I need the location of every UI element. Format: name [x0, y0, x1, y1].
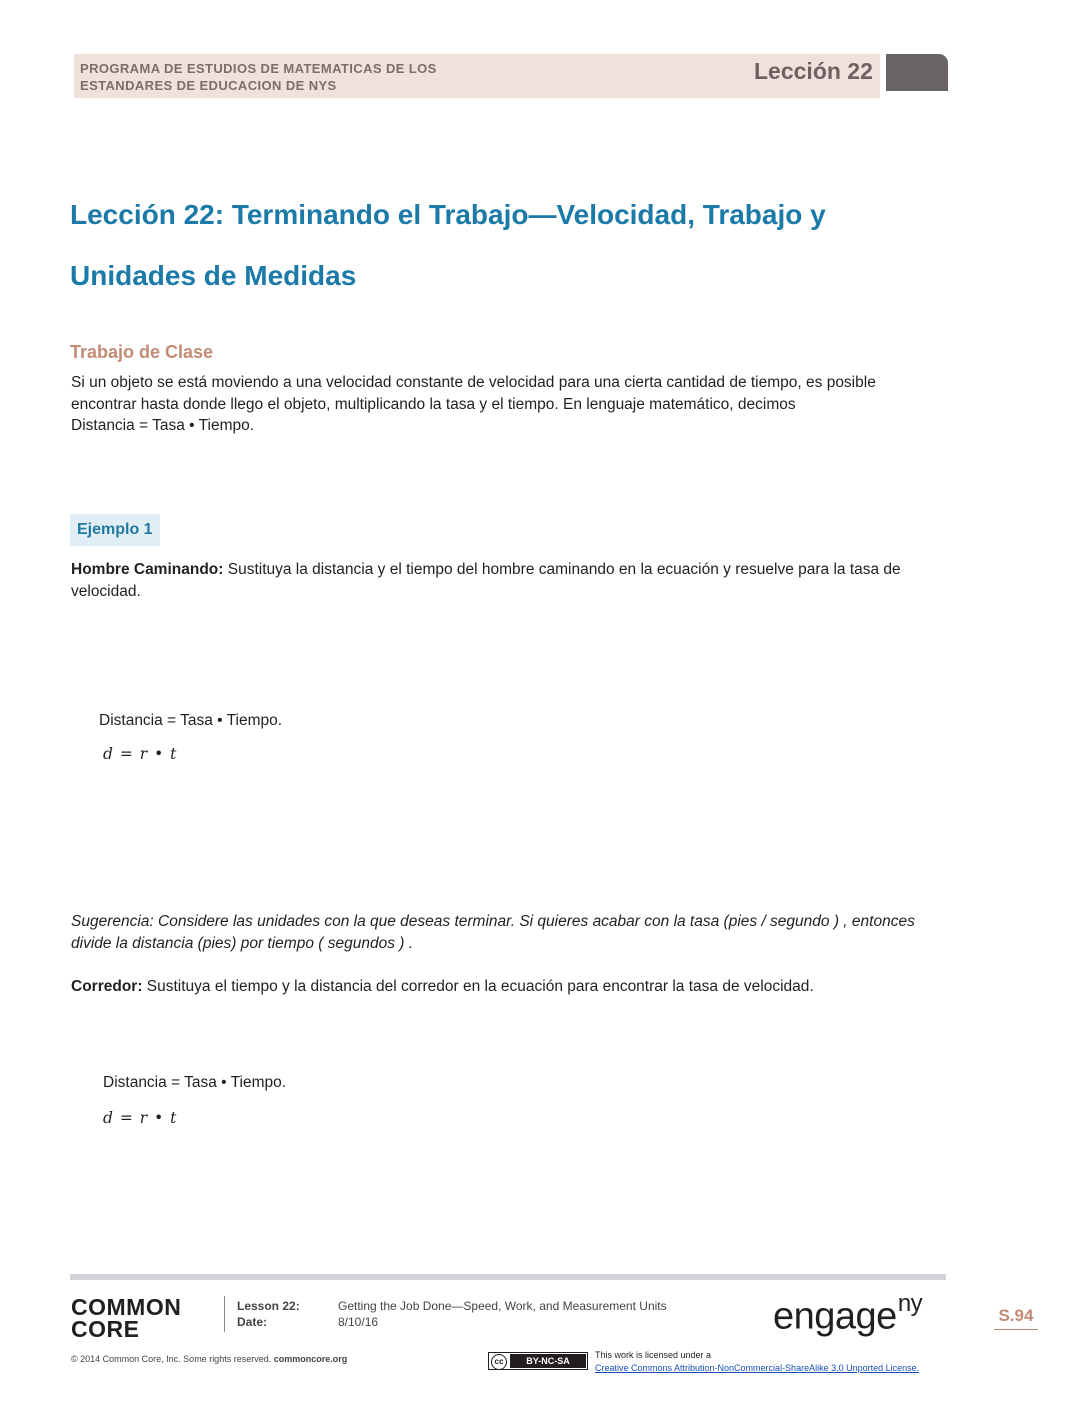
runner-prompt: [71, 976, 951, 998]
walker-prompt: [71, 559, 951, 602]
copyright-text: © 2014 Common Core, Inc. Some rights reserved.: [71, 1354, 272, 1364]
formula-2-math: d = r • t: [103, 1109, 178, 1127]
footer-separator: [224, 1296, 225, 1332]
footer-rule: [70, 1274, 946, 1280]
example-label: Ejemplo 1: [70, 514, 160, 546]
intro-line3: Distancia = Tasa • Tiempo.: [71, 417, 255, 434]
hint-line1: Sugerencia: Considere las unidades con la que deseas terminar. Si quieres acabar con la tasa (pies / segundo ) , entonces: [71, 913, 915, 930]
program-title-line2: ESTANDARES DE EDUCACION DE NYS: [80, 78, 337, 93]
cc-license-badge: [488, 1352, 588, 1370]
page-title-line1: Lección 22: Terminando el Trabajo—Velocidad, Trabajo y: [70, 199, 826, 230]
lesson-label: Lesson 22:: [237, 1299, 300, 1313]
cc-icon: cc: [491, 1354, 507, 1370]
page-title: [70, 184, 930, 306]
program-title: [80, 60, 437, 94]
common-core-logo: [71, 1296, 181, 1340]
copyright-site: commoncore.org: [273, 1354, 348, 1364]
formula-2-text: Distancia = Tasa • Tiempo.: [103, 1074, 287, 1091]
license-line1: This work is licensed under a: [595, 1350, 712, 1360]
logo-line2: CORE: [71, 1316, 140, 1342]
runner-label: Corredor:: [71, 978, 143, 995]
page-number: S.94: [994, 1306, 1038, 1330]
hint-line2: divide la distancia (pies) por tiempo ( segundos ) .: [71, 934, 414, 952]
lesson-value: Getting the Job Done—Speed, Work, and Measurement Units: [338, 1299, 667, 1313]
intro-paragraph: [71, 372, 951, 437]
brand-text: engage: [773, 1295, 897, 1338]
section-heading: Trabajo de Clase: [70, 342, 214, 362]
walker-text2: velocidad.: [71, 582, 141, 600]
copyright: [71, 1354, 347, 1364]
intro-line1: Si un objeto se está moviendo a una velocidad constante de velocidad para una cierta cantidad de tiempo, es posible: [71, 374, 876, 391]
license-text: [595, 1349, 919, 1375]
walker-label: Hombre Caminando:: [71, 561, 224, 578]
footer-values: [338, 1298, 667, 1330]
header-lesson: Lección 22: [754, 58, 873, 84]
brand-sup: ny: [897, 1290, 923, 1317]
license-link[interactable]: Creative Commons Attribution-NonCommercial-ShareAlike 3.0 Unported License.: [595, 1363, 920, 1373]
logo-line1: COMMON: [71, 1294, 182, 1320]
walker-text: Sustituya la distancia y el tiempo del hombre caminando en la ecuación y resuelve para la tasa de: [223, 561, 901, 578]
engageny-logo: [773, 1290, 923, 1339]
intro-line2: encontrar hasta donde llego el objeto, multiplicando la tasa y el tiempo. En lenguaje matemático, decimos: [71, 395, 796, 413]
date-value: 8/10/16: [338, 1315, 379, 1329]
cc-badge-text: BY-NC-SA: [510, 1354, 586, 1368]
formula-1-math: d = r • t: [103, 745, 178, 763]
footer-labels: [237, 1298, 300, 1330]
runner-text: Sustituya el tiempo y la distancia del corredor en la ecuación para encontrar la tasa de velocidad.: [142, 978, 814, 995]
page-title-line2: Unidades de Medidas: [70, 260, 357, 291]
date-label: Date:: [237, 1315, 268, 1329]
header-tab: [886, 54, 948, 91]
program-title-line1: PROGRAMA DE ESTUDIOS DE MATEMATICAS DE LOS: [80, 61, 437, 76]
hint-text: [71, 911, 951, 954]
formula-1-text: Distancia = Tasa • Tiempo.: [99, 712, 283, 729]
